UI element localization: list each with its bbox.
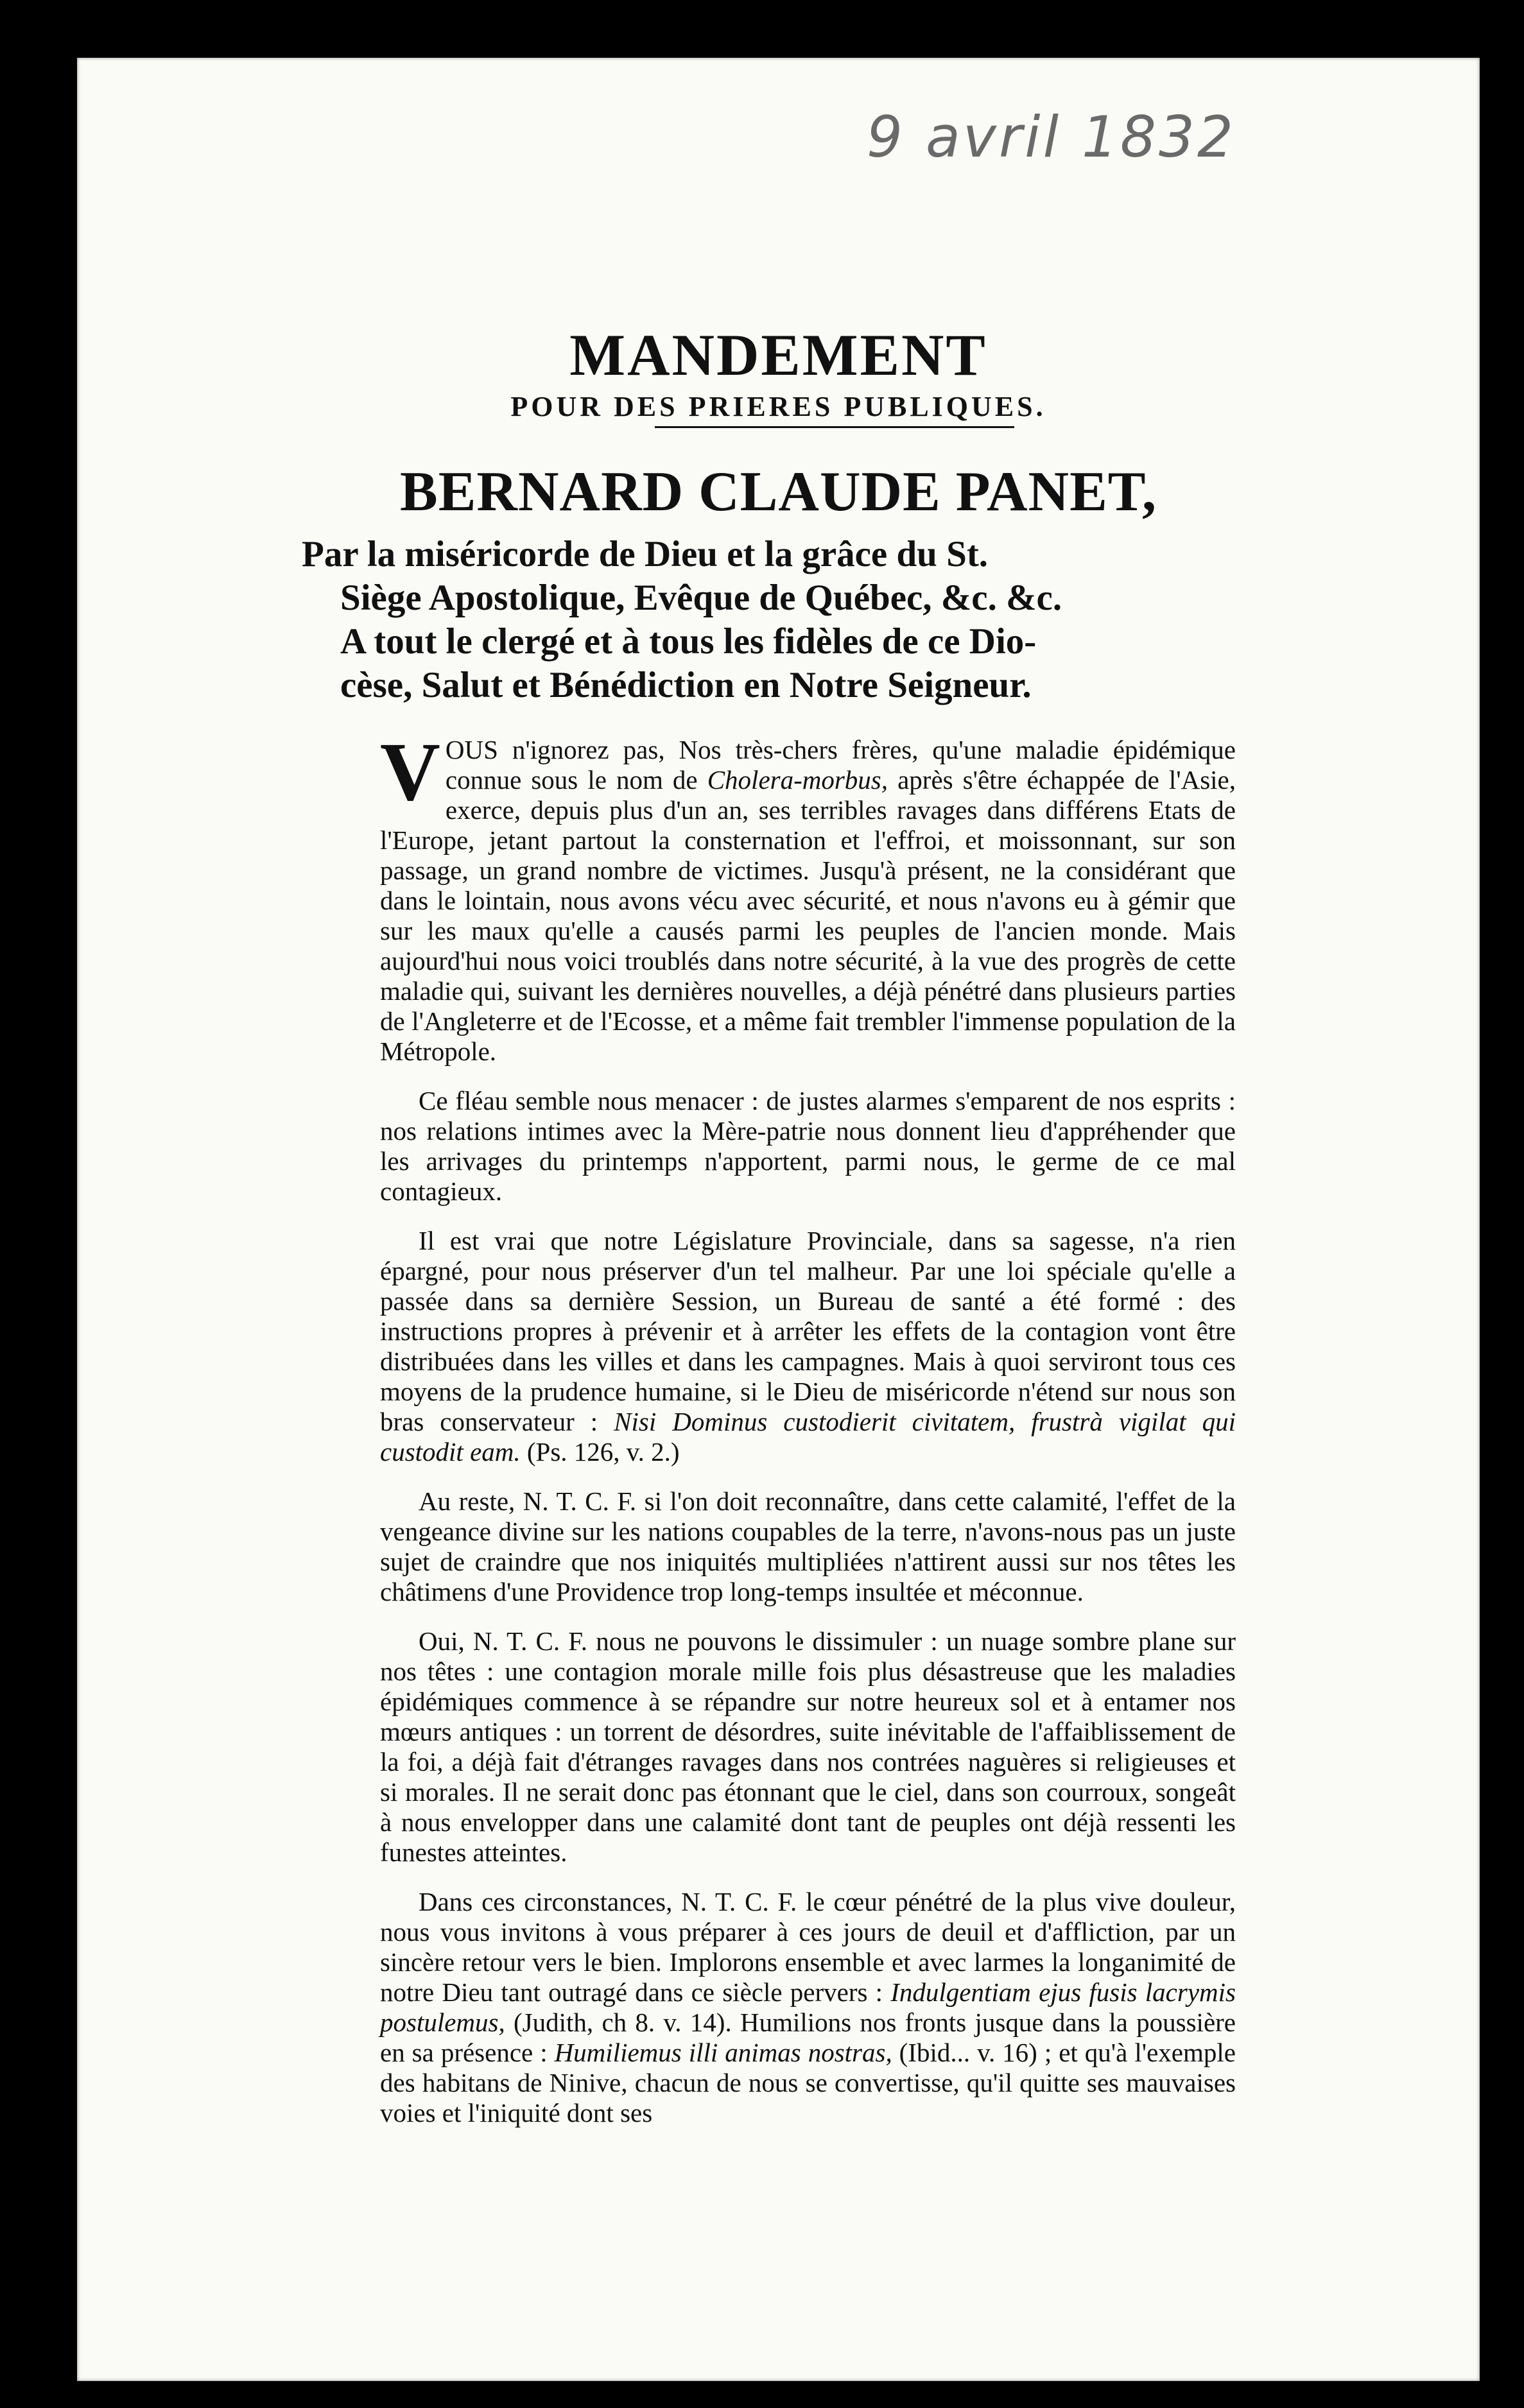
italic-term: Cholera-morbus, xyxy=(707,765,888,795)
author-name: BERNARD CLAUDE PANET, xyxy=(400,461,1157,523)
paragraph-4: Au reste, N. T. C. F. si l'on doit reconnaître, dans cette calamité, l'effet de la vengeance divine sur les nations coupables de la terre, n'avons-nous pas un juste sujet de craindre que nos iniquités multipliées n'attirent aussi sur nos têtes les châtimens d'une Providence trop long-temps insultée et méconnue. xyxy=(380,1486,1236,1606)
salutation-line: cèse, Salut et Bénédiction en Notre Seigneur. xyxy=(340,665,1032,705)
paragraph-5: Oui, N. T. C. F. nous ne pouvons le dissimuler : un nuage sombre plane sur nos têtes : une contagion morale mille fois plus désastreuse que les maladies épidémiques commence à se répandre sur notre heureux sol et à entamer nos mœurs antiques : un torrent de désordres, suite inévitable de l'affaiblissement de la foi, a déjà fait d'étranges ravages dans nos contrées naguères si religieuses et si morales. Il ne serait donc pas étonnant que le ciel, dans son courroux, songeât à nous envelopper dans une calamité dont tant de peuples ont déjà ressenti les funestes atteintes. xyxy=(380,1626,1236,1867)
title-divider xyxy=(655,426,1014,428)
paragraph-text: OUS n'ignorez pas, Nos très-chers frères, qu'une maladie épidémique connue sous le nom de xyxy=(445,735,1236,795)
latin-quote: Indulgentiam ejus fusis lacrymis postulemus, xyxy=(380,1977,1236,2037)
paragraph-text: après s'être échappée de l'Asie, exerce, depuis plus d'un an, ses terribles ravages dans différens Etats de l'Europe, jetant partout la consternation et l'effroi, et moissonnant, sur son passage, un grand nombre de victimes. Jusqu'à présent, ne la considérant que dans le lointain, nous avons vécu avec sécurité, et nous n'avons eu à gémir que sur les maux qu'elle a causés parmi les peuples de l'ancien monde. Mais aujourd'hui nous voici troublés dans notre sécurité, à la vue des progrès de cette maladie qui, suivant les dernières nouvelles, a déjà pénétré dans plusieurs parties de l'Angleterre et de l'Ecosse, et a même fait trembler l'immense population de la Métropole. xyxy=(380,765,1236,1066)
citation: (Ps. 126, v. 2.) xyxy=(520,1437,680,1466)
salutation-line: A tout le clergé et à tous les fidèles de ce Dio- xyxy=(340,621,1037,662)
salutation-block xyxy=(302,533,1251,707)
paragraph-2: Ce fléau semble nous menacer : de justes alarmes s'emparent de nos esprits : nos relations intimes avec la Mère-patrie nous donnent lieu d'appréhender que les arrivages du printemps n'apportent, parmi nous, le germe de ce mal contagieux. xyxy=(380,1086,1236,1206)
salutation-line: Siège Apostolique, Evêque de Québec, &c. &c. xyxy=(340,578,1062,618)
drop-cap: V xyxy=(380,726,440,818)
salutation-line: Par la miséricorde de Dieu et la grâce du St. xyxy=(302,534,989,574)
paragraph-text: (Judith, ch 8. v. 14). Humilions nos fronts jusque dans la poussière en sa présence : xyxy=(380,2008,1236,2067)
document-title: MANDEMENT xyxy=(569,322,987,388)
paragraph-text: (Ibid... v. 16) ; et qu'à l'exemple des habitans de Ninive, chacun de nous se convertisse, qu'il quitte ses mauvaises voies et l'iniquité dont ses xyxy=(380,2038,1236,2128)
paragraph-text: Il est vrai que notre Législature Provinciale, dans sa sagesse, n'a rien épargné, pour nous préserver d'un tel malheur. Par une loi spéciale qu'elle a passée dans sa dernière Session, un Bureau de santé a été formé : des instructions propres à prévenir et à arrêter les effets de la contagion vont être distribuées dans les villes et dans les campagnes. Mais à quoi serviront tous ces moyens de la prudence humaine, si le Dieu de miséricorde n'étend sur nous son bras conservateur : xyxy=(380,1226,1236,1436)
paragraph-3 xyxy=(380,1226,1236,1467)
document-page xyxy=(77,58,1480,2381)
handwritten-date-annotation: 9 avril 1832 xyxy=(867,104,1236,170)
paragraph-text: Dans ces circonstances, N. T. C. F. le cœur pénétré de la plus vive douleur, nous vous invitons à vous préparer à ces jours de deuil et d'affliction, par un sincère retour vers le bien. Implorons ensemble et avec larmes la longanimité de notre Dieu tant outragé dans ce siècle pervers : xyxy=(380,1887,1236,2007)
paragraph-1 xyxy=(380,726,1236,1067)
body-text xyxy=(380,726,1236,2147)
paragraph-6 xyxy=(380,1887,1236,2128)
document-subtitle: POUR DES PRIERES PUBLIQUES. xyxy=(510,391,1046,422)
latin-quote: Nisi Dominus custodierit civitatem, frustrà vigilat qui custodit eam. xyxy=(380,1407,1236,1466)
latin-quote: Humiliemus illi animas nostras, xyxy=(554,2038,892,2067)
